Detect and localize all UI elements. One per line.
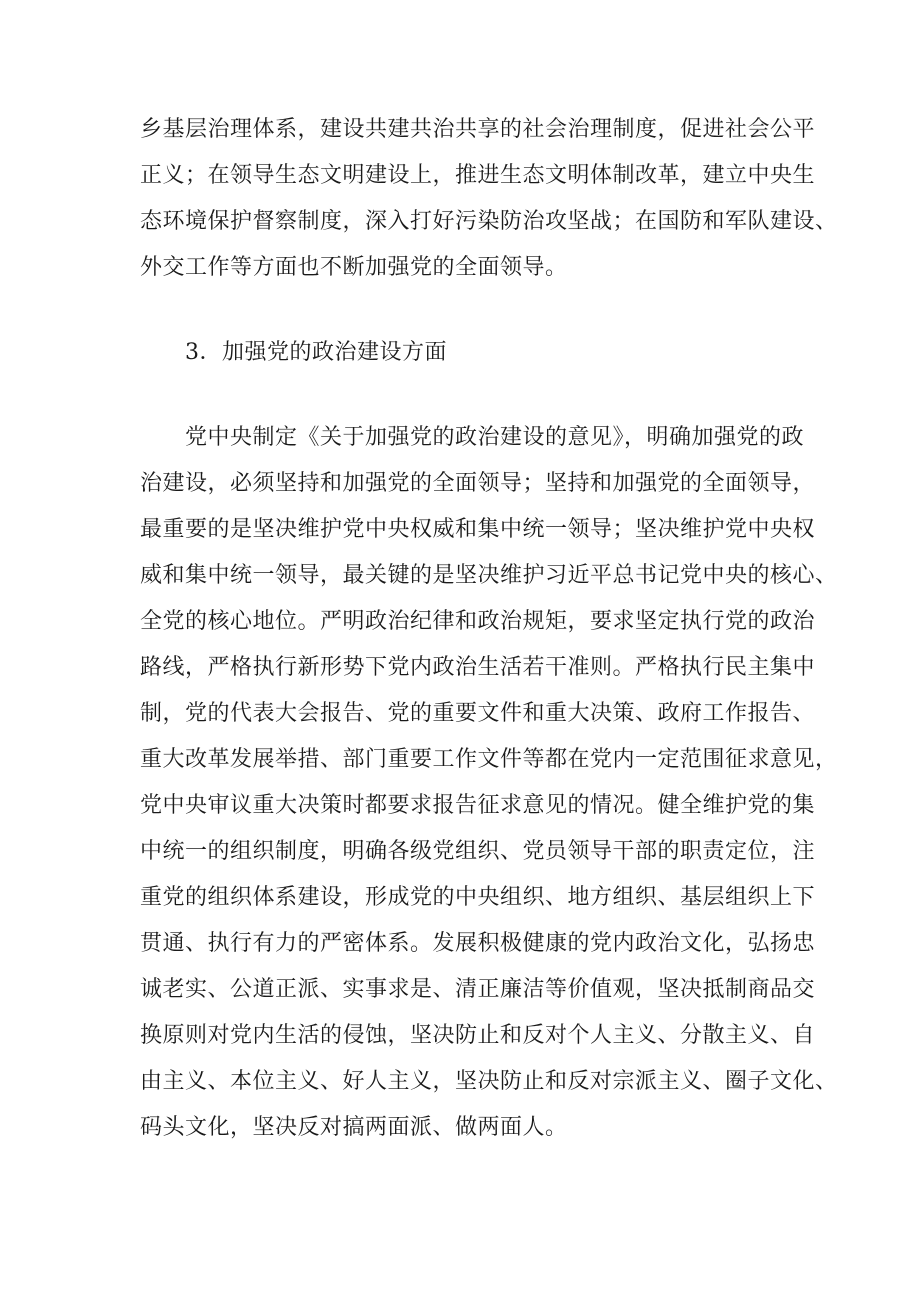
section-heading: 3．加强党的政治建设方面 <box>185 340 447 365</box>
paragraph-line: 路线，严格执行新形势下党内政治生活若干准则。严格执行民主集中 <box>140 655 816 680</box>
paragraph-line: 诚老实、公道正派、实事求是、清正廉洁等价值观，坚决抵制商品交 <box>140 977 816 1002</box>
paragraph-line: 威和集中统一领导，最关键的是坚决维护习近平总书记党中央的核心、 <box>140 563 838 588</box>
paragraph-line: 治建设，必须坚持和加强党的全面领导；坚持和加强党的全面领导， <box>140 471 816 496</box>
paragraph-line: 重大改革发展举措、部门重要工作文件等都在党内一定范围征求意见， <box>140 747 838 772</box>
paragraph-line: 换原则对党内生活的侵蚀，坚决防止和反对个人主义、分散主义、自 <box>140 1023 816 1048</box>
paragraph-line: 外交工作等方面也不断加强党的全面领导。 <box>140 255 568 280</box>
paragraph-line: 党中央制定《关于加强党的政治建设的意见》，明确加强党的政 <box>140 425 805 450</box>
paragraph-line: 最重要的是坚决维护党中央权威和集中统一领导；坚决维护党中央权 <box>140 517 816 542</box>
paragraph-line: 乡基层治理体系，建设共建共治共享的社会治理制度，促进社会公平 <box>140 117 816 142</box>
paragraph-line: 由主义、本位主义、好人主义，坚决防止和反对宗派主义、圈子文化、 <box>140 1069 838 1094</box>
paragraph-line: 重党的组织体系建设，形成党的中央组织、地方组织、基层组织上下 <box>140 885 816 910</box>
paragraph-line: 全党的核心地位。严明政治纪律和政治规矩，要求坚定执行党的政治 <box>140 609 816 634</box>
paragraph-line: 贯通、执行有力的严密体系。发展积极健康的党内政治文化，弘扬忠 <box>140 931 816 956</box>
paragraph-line: 正义；在领导生态文明建设上，推进生态文明体制改革，建立中央生 <box>140 163 816 188</box>
paragraph-line: 中统一的组织制度，明确各级党组织、党员领导干部的职责定位，注 <box>140 839 816 864</box>
paragraph-line: 制，党的代表大会报告、党的重要文件和重大决策、政府工作报告、 <box>140 701 816 726</box>
paragraph-line: 态环境保护督察制度，深入打好污染防治攻坚战；在国防和军队建设、 <box>140 209 838 234</box>
paragraph-line: 党中央审议重大决策时都要求报告征求意见的情况。健全维护党的集 <box>140 793 816 818</box>
paragraph-line: 码头文化，坚决反对搞两面派、做两面人。 <box>140 1115 568 1140</box>
